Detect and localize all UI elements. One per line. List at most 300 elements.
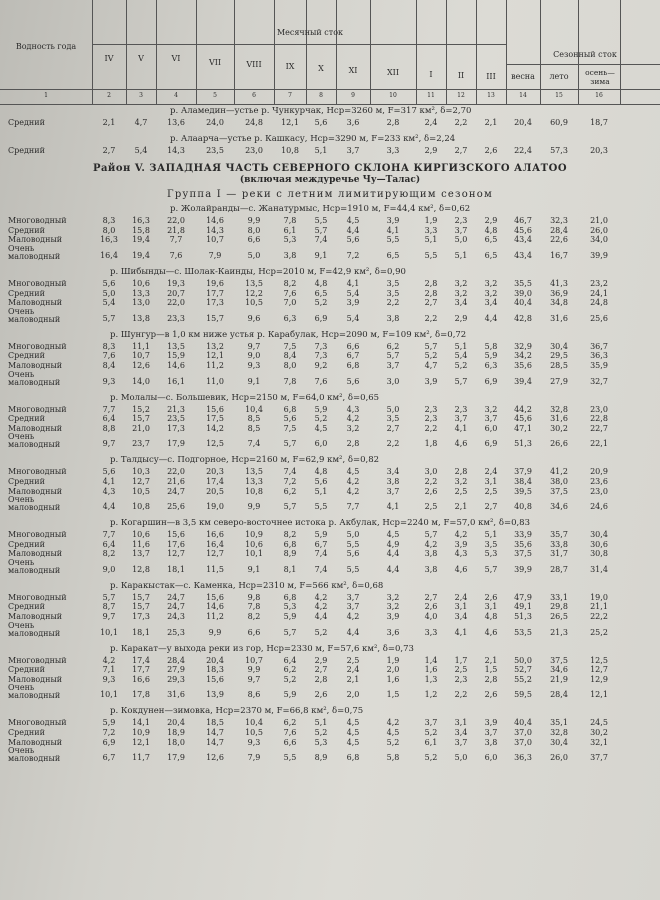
- table-cell: 3,2: [484, 404, 498, 414]
- table-cell: 2,7: [386, 423, 400, 433]
- table-cell: 40,8: [514, 502, 532, 512]
- table-cell: 2,6: [424, 602, 438, 612]
- table-cell: 15,6: [206, 404, 224, 414]
- table-cell: 4,5: [346, 737, 360, 747]
- table-cell: 3,8: [484, 737, 498, 747]
- row-label: Многоводный: [8, 467, 67, 477]
- table-cell: 9,2: [314, 360, 328, 370]
- table-cell: 12,7: [167, 549, 185, 559]
- station-heading: р. Алаарча—устье р. Кашкасу, Hср=3290 м, F=233 км², δ=2,24: [170, 133, 456, 144]
- season-header: осень—зима: [585, 68, 615, 86]
- table-cell: 9,0: [247, 351, 261, 361]
- table-cell: 7,0: [283, 298, 297, 308]
- table-cell: 25,6: [167, 502, 185, 512]
- table-cell: 42,8: [514, 313, 532, 323]
- table-cell: 1,5: [386, 690, 400, 700]
- table-cell: 14,1: [132, 718, 150, 728]
- table-cell: 4,8: [314, 467, 328, 477]
- table-cell: 5,7: [424, 341, 438, 351]
- table-cell: 5,7: [386, 351, 400, 361]
- table-cell: 31,6: [167, 690, 185, 700]
- header-rule: [506, 64, 660, 65]
- table-cell: 8,0: [102, 225, 116, 235]
- table-cell: 26,0: [550, 753, 568, 763]
- table-cell: 10,1: [100, 627, 118, 637]
- table-cell: 34,6: [550, 665, 568, 675]
- table-cell: 6,7: [102, 753, 116, 763]
- table-cell: 23,6: [590, 476, 608, 486]
- table-cell: 55,2: [514, 674, 532, 684]
- table-cell: 13,3: [132, 288, 150, 298]
- table-cell: 6,8: [346, 753, 360, 763]
- table-row: [0, 371, 660, 387]
- table-cell: 24,7: [167, 592, 185, 602]
- table-cell: 17,5: [206, 414, 224, 424]
- table-cell: 7,3: [314, 341, 328, 351]
- table-cell: 17,6: [167, 539, 185, 549]
- table-cell: 10,4: [245, 718, 263, 728]
- table-cell: 17,4: [206, 476, 224, 486]
- table-cell: 11,5: [206, 564, 224, 574]
- table-cell: 5,4: [102, 298, 116, 308]
- station-heading: р. Аламедин—устье р. Чункурчак, Hср=3260 м, F=317 км², δ=2,70: [170, 106, 472, 116]
- table-cell: 4,7: [134, 118, 148, 127]
- table-cell: 17,9: [167, 439, 185, 449]
- table-cell: 35,9: [590, 360, 608, 370]
- table-cell: 2,2: [454, 118, 468, 127]
- table-cell: 5,1: [314, 145, 328, 155]
- table-cell: 19,0: [590, 592, 608, 602]
- table-cell: 36,9: [550, 288, 568, 298]
- table-cell: 4,2: [346, 486, 360, 496]
- table-cell: 9,6: [247, 313, 261, 323]
- table-cell: 5,3: [283, 235, 297, 245]
- table-cell: 10,5: [245, 298, 263, 308]
- table-cell: 2,1: [484, 655, 498, 665]
- table-cell: 21,6: [167, 476, 185, 486]
- table-cell: 22,2: [590, 612, 608, 622]
- column-number: 8: [319, 92, 323, 99]
- row-label: Средний: [8, 665, 45, 675]
- table-cell: 4,4: [314, 612, 328, 622]
- row-label: Маловодный: [8, 235, 63, 245]
- table-cell: 2,9: [454, 313, 468, 323]
- table-cell: 59,5: [514, 690, 532, 700]
- column-number: 10: [389, 92, 397, 99]
- table-cell: 5,4: [346, 313, 360, 323]
- table-cell: 2,6: [424, 486, 438, 496]
- table-cell: 10,9: [132, 728, 150, 738]
- table-cell: 8,9: [283, 549, 297, 559]
- table-cell: 34,2: [514, 351, 532, 361]
- seasonal-flow-header: Сезонный сток: [553, 50, 617, 59]
- header-rule: [92, 44, 506, 45]
- table-cell: 7,7: [169, 235, 183, 245]
- table-cell: 9,1: [314, 250, 328, 260]
- table-cell: 26,5: [550, 612, 568, 622]
- row-label: Очень маловодный: [8, 620, 61, 638]
- table-cell: 3,1: [484, 476, 498, 486]
- table-cell: 7,2: [346, 250, 360, 260]
- table-row: [0, 665, 660, 675]
- row-label: Очень маловодный: [8, 683, 61, 701]
- table-cell: 5,2: [454, 360, 468, 370]
- table-cell: 5,8: [484, 341, 498, 351]
- table-cell: 4,6: [484, 627, 498, 637]
- table-cell: 34,0: [590, 235, 608, 245]
- header-rule: [0, 89, 660, 90]
- table-cell: 8,4: [102, 360, 116, 370]
- table-cell: 5,7: [314, 225, 328, 235]
- table-cell: 3,8: [386, 313, 400, 323]
- table-row: [0, 361, 660, 371]
- table-cell: 17,4: [132, 655, 150, 665]
- table-cell: 5,9: [314, 404, 328, 414]
- table-cell: 4,4: [386, 549, 400, 559]
- table-cell: 5,2: [283, 674, 297, 684]
- table-cell: 29,3: [167, 674, 185, 684]
- table-cell: 32,1: [590, 737, 608, 747]
- table-cell: 3,7: [454, 414, 468, 424]
- table-cell: 3,1: [484, 602, 498, 612]
- table-cell: 22,6: [550, 235, 568, 245]
- table-cell: 4,2: [102, 655, 116, 665]
- table-row: [0, 289, 660, 299]
- table-cell: 45,6: [514, 225, 532, 235]
- table-cell: 4,8: [484, 612, 498, 622]
- table-cell: 28,4: [550, 690, 568, 700]
- table-cell: 41,2: [550, 467, 568, 477]
- table-cell: 20,7: [167, 288, 185, 298]
- row-label: Очень маловодный: [8, 746, 61, 764]
- table-cell: 6,2: [283, 665, 297, 675]
- table-cell: 2,4: [454, 592, 468, 602]
- table-cell: 7,2: [102, 728, 116, 738]
- table-cell: 23,0: [590, 486, 608, 496]
- month-header: IV: [104, 54, 114, 63]
- column-number: 13: [487, 92, 495, 99]
- table-cell: 5,4: [134, 145, 148, 155]
- table-cell: 4,1: [102, 476, 116, 486]
- table-cell: 2,4: [424, 118, 438, 127]
- table-cell: 2,8: [454, 467, 468, 477]
- table-cell: 6,4: [102, 539, 116, 549]
- table-cell: 8,2: [283, 530, 297, 540]
- top-sections: [0, 104, 660, 159]
- table-cell: 8,7: [102, 602, 116, 612]
- month-header: VII: [208, 58, 222, 67]
- table-cell: 2,7: [424, 298, 438, 308]
- table-cell: 22,1: [590, 439, 608, 449]
- table-cell: 7,4: [314, 564, 328, 574]
- table-cell: 2,2: [424, 313, 438, 323]
- row-label: Маловодный: [8, 360, 63, 370]
- table-cell: 2,8: [424, 278, 438, 288]
- table-cell: 24,3: [167, 612, 185, 622]
- table-cell: 6,5: [484, 235, 498, 245]
- table-cell: 5,2: [314, 627, 328, 637]
- table-cell: 11,2: [206, 360, 224, 370]
- table-cell: 5,5: [314, 216, 328, 226]
- table-cell: 5,5: [424, 250, 438, 260]
- table-cell: 3,2: [454, 476, 468, 486]
- table-cell: 3,7: [346, 592, 360, 602]
- table-cell: 57,3: [550, 145, 568, 155]
- table-cell: 5,3: [484, 549, 498, 559]
- table-cell: 21,8: [167, 225, 185, 235]
- table-cell: 30,2: [590, 728, 608, 738]
- table-cell: 27,9: [550, 376, 568, 386]
- table-cell: 37,9: [514, 467, 532, 477]
- table-cell: 5,6: [346, 549, 360, 559]
- table-cell: 4,4: [484, 313, 498, 323]
- table-cell: 23,3: [167, 313, 185, 323]
- column-number: 9: [351, 92, 355, 99]
- table-cell: 16,4: [100, 250, 118, 260]
- table-cell: 17,7: [132, 665, 150, 675]
- table-cell: 3,7: [454, 225, 468, 235]
- table-cell: 5,9: [102, 718, 116, 728]
- table-cell: 8,5: [247, 423, 261, 433]
- table-cell: 4,4: [386, 564, 400, 574]
- row-label: Средний: [8, 145, 45, 155]
- table-row: [0, 612, 660, 622]
- table-cell: 15,8: [132, 225, 150, 235]
- row-label: Многоводный: [8, 718, 67, 728]
- table-cell: 8,9: [314, 753, 328, 763]
- table-cell: 8,0: [283, 360, 297, 370]
- table-cell: 13,6: [167, 118, 185, 127]
- table-cell: 1,2: [424, 690, 438, 700]
- table-cell: 4,6: [454, 439, 468, 449]
- table-cell: 22,0: [167, 298, 185, 308]
- table-cell: 32,7: [590, 376, 608, 386]
- table-cell: 31,6: [550, 414, 568, 424]
- table-cell: 20,9: [590, 467, 608, 477]
- row-label: Очень маловодный: [8, 306, 61, 324]
- table-cell: 2,0: [386, 665, 400, 675]
- table-cell: 3,9: [346, 298, 360, 308]
- table-row: [0, 433, 660, 449]
- table-cell: 2,1: [102, 118, 116, 127]
- table-cell: 14,3: [206, 225, 224, 235]
- table-cell: 13,3: [245, 476, 263, 486]
- table-cell: 6,5: [386, 250, 400, 260]
- table-cell: 20,3: [206, 467, 224, 477]
- table-cell: 16,1: [167, 376, 185, 386]
- table-cell: 26,6: [550, 439, 568, 449]
- table-cell: 8,5: [247, 414, 261, 424]
- table-cell: 4,2: [314, 592, 328, 602]
- row-label: Средний: [8, 351, 45, 361]
- table-cell: 4,5: [346, 728, 360, 738]
- table-cell: 1,5: [484, 665, 498, 675]
- table-cell: 14,7: [206, 737, 224, 747]
- table-cell: 3,0: [424, 467, 438, 477]
- table-cell: 17,3: [206, 298, 224, 308]
- table-cell: 2,3: [424, 404, 438, 414]
- table-cell: 3,3: [424, 225, 438, 235]
- table-cell: 2,2: [424, 423, 438, 433]
- table-cell: 5,5: [314, 502, 328, 512]
- table-cell: 3,4: [454, 612, 468, 622]
- column-number: 1: [44, 92, 48, 99]
- table-cell: 52,7: [514, 665, 532, 675]
- table-cell: 4,2: [346, 476, 360, 486]
- column-number: 2: [107, 92, 111, 99]
- table-cell: 24,8: [245, 118, 263, 127]
- table-cell: 17,7: [206, 288, 224, 298]
- table-cell: 35,1: [550, 718, 568, 728]
- table-cell: 6,0: [484, 423, 498, 433]
- table-cell: 6,7: [314, 539, 328, 549]
- table-cell: 5,1: [314, 486, 328, 496]
- table-cell: 36,7: [590, 341, 608, 351]
- table-cell: 45,6: [514, 414, 532, 424]
- table-cell: 2,4: [484, 467, 498, 477]
- table-cell: 9,7: [247, 674, 261, 684]
- table-cell: 15,7: [132, 414, 150, 424]
- column-number: 3: [139, 92, 143, 99]
- table-cell: 3,3: [424, 627, 438, 637]
- table-cell: 7,9: [247, 753, 261, 763]
- table-cell: 9,9: [208, 627, 222, 637]
- table-cell: 10,8: [245, 486, 263, 496]
- table-cell: 36,3: [514, 753, 532, 763]
- table-cell: 1,8: [424, 439, 438, 449]
- table-cell: 3,0: [386, 376, 400, 386]
- table-cell: 4,1: [386, 502, 400, 512]
- table-cell: 15,6: [206, 592, 224, 602]
- table-row: [0, 467, 660, 477]
- row-label: Многоводный: [8, 655, 67, 665]
- table-cell: 19,4: [132, 235, 150, 245]
- table-cell: 37,0: [514, 737, 532, 747]
- table-cell: 2,7: [424, 592, 438, 602]
- table-cell: 51,3: [514, 612, 532, 622]
- table-cell: 5,5: [283, 753, 297, 763]
- table-cell: 8,8: [102, 423, 116, 433]
- table-cell: 19,4: [132, 250, 150, 260]
- table-row: [0, 559, 660, 575]
- table-cell: 7,4: [314, 235, 328, 245]
- table-cell: 6,8: [283, 404, 297, 414]
- table-cell: 4,4: [346, 225, 360, 235]
- season-header: лето: [549, 72, 569, 81]
- row-label: Маловодный: [8, 674, 63, 684]
- table-cell: 23,5: [167, 414, 185, 424]
- table-cell: 6,9: [314, 313, 328, 323]
- table-row: [0, 424, 660, 434]
- table-cell: 38,0: [550, 476, 568, 486]
- table-cell: 5,7: [424, 530, 438, 540]
- table-cell: 3,2: [454, 288, 468, 298]
- table-cell: 5,4: [454, 351, 468, 361]
- table-cell: 6,6: [247, 235, 261, 245]
- row-label: Многоводный: [8, 592, 67, 602]
- table-cell: 4,1: [454, 627, 468, 637]
- table-cell: 47,9: [514, 592, 532, 602]
- table-cell: 7,8: [247, 602, 261, 612]
- table-cell: 37,5: [514, 549, 532, 559]
- table-cell: 23,0: [245, 145, 263, 155]
- table-cell: 3,4: [454, 298, 468, 308]
- table-cell: 7,5: [283, 341, 297, 351]
- table-cell: 31,6: [550, 313, 568, 323]
- table-cell: 10,7: [132, 351, 150, 361]
- table-row: [0, 245, 660, 261]
- table-cell: 16,6: [206, 530, 224, 540]
- table-cell: 17,8: [132, 690, 150, 700]
- table-cell: 7,6: [102, 351, 116, 361]
- table-cell: 6,1: [283, 225, 297, 235]
- table-cell: 44,2: [514, 404, 532, 414]
- table-cell: 60,9: [550, 118, 568, 127]
- table-cell: 10,5: [245, 728, 263, 738]
- table-row: [0, 487, 660, 497]
- table-cell: 10,5: [132, 486, 150, 496]
- table-cell: 24,0: [206, 118, 224, 127]
- table-cell: 6,6: [283, 737, 297, 747]
- table-row: [0, 279, 660, 289]
- table-cell: 12,1: [590, 690, 608, 700]
- row-label: Средний: [8, 288, 45, 298]
- table-cell: 16,7: [550, 250, 568, 260]
- sections: [0, 202, 660, 767]
- table-cell: 2,9: [484, 216, 498, 226]
- table-cell: 2,1: [484, 118, 498, 127]
- table-cell: 9,8: [247, 592, 261, 602]
- table-cell: 5,6: [346, 376, 360, 386]
- section-gap: [0, 155, 660, 159]
- table-cell: 4,2: [346, 414, 360, 424]
- table-cell: 3,5: [484, 539, 498, 549]
- table-cell: 4,2: [424, 539, 438, 549]
- row-label: Маловодный: [8, 612, 63, 622]
- table-cell: 5,7: [484, 564, 498, 574]
- table-cell: 18,7: [590, 118, 608, 127]
- table-cell: 32,9: [514, 341, 532, 351]
- table-cell: 6,6: [346, 341, 360, 351]
- table-row: [0, 718, 660, 728]
- table-cell: 5,6: [346, 235, 360, 245]
- month-header: I: [429, 70, 433, 79]
- table-cell: 3,7: [346, 602, 360, 612]
- table-cell: 6,8: [283, 592, 297, 602]
- table-cell: 32,8: [550, 728, 568, 738]
- table-cell: 9,3: [102, 674, 116, 684]
- table-cell: 20,4: [167, 718, 185, 728]
- table-cell: 14,6: [206, 602, 224, 612]
- table-cell: 11,6: [132, 539, 150, 549]
- table-cell: 10,6: [132, 278, 150, 288]
- table-row: [0, 226, 660, 236]
- table-cell: 8,2: [247, 612, 261, 622]
- table-header: [0, 0, 660, 105]
- table-cell: 13,7: [132, 549, 150, 559]
- table-cell: 19,0: [206, 502, 224, 512]
- table-cell: 14,7: [206, 728, 224, 738]
- table-cell: 2,6: [484, 592, 498, 602]
- row-label: Маловодный: [8, 298, 63, 308]
- table-cell: 5,6: [102, 467, 116, 477]
- table-cell: 3,7: [484, 728, 498, 738]
- table-row: [0, 298, 660, 308]
- table-cell: 12,1: [281, 118, 299, 127]
- table-cell: 5,6: [314, 476, 328, 486]
- table-cell: 2,8: [484, 674, 498, 684]
- row-label: Средний: [8, 476, 45, 486]
